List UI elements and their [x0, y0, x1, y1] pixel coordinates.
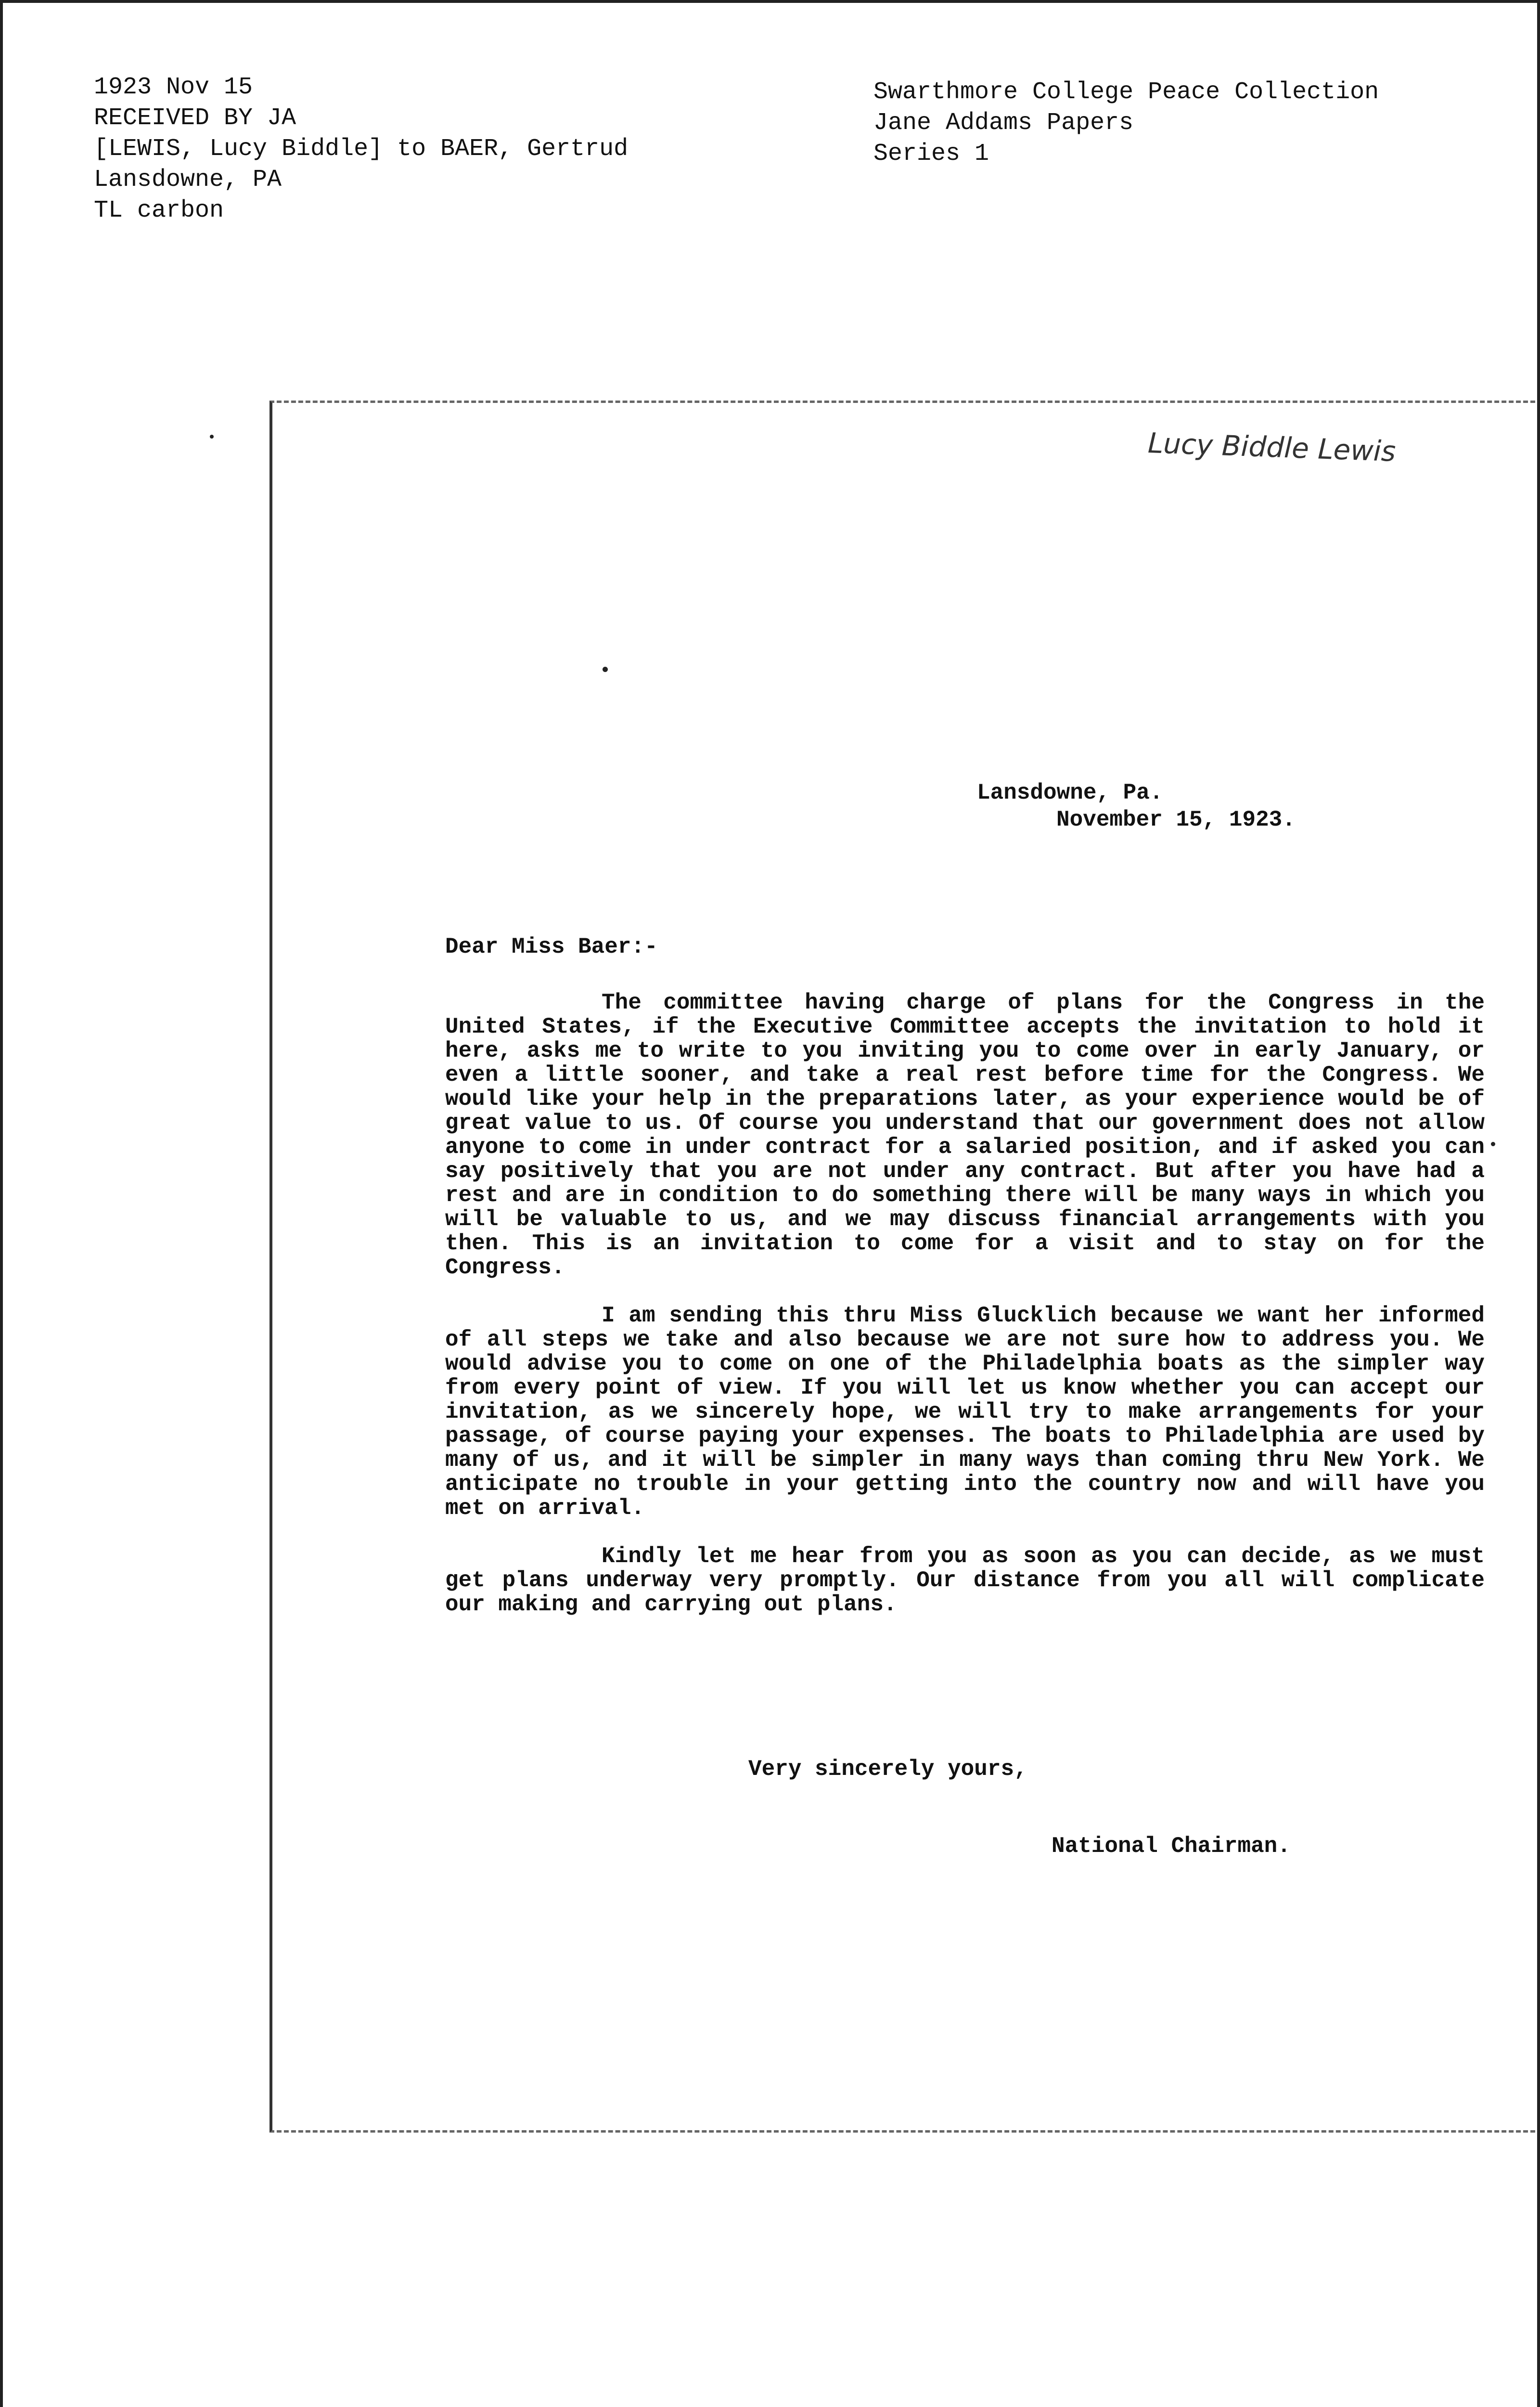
letter-paragraph: The committee having charge of plans for the Congress in the United States, if the Executive Committee accepts the invitation to hold it here, asks me to write to you inviting you to come over in early January, or even a little sooner, and take a real rest before time for the Congress. We would like your help in the preparations later, as your experience would be of great value to us. Of course you understand that our government does not allow anyone to come in under contract for a salaried position, and if asked you can say positively that you are not under any contract. But after you have had a rest and are in condition to do something there will be many ways in which you will be valuable to us, and we may discuss financial arrangements with you then. This is an invitation to come for a visit and to stay on for the Congress.: [445, 990, 1485, 1280]
header-received: RECEIVED BY JA: [94, 104, 296, 132]
header-correspondents: [LEWIS, Lucy Biddle] to BAER, Gertrud: [94, 135, 629, 163]
letter-paragraph: I am sending this thru Miss Glucklich because we want her informed of all steps we take and also because we are not sure how to address you. We would advise you to come on one of the Philadelphia boats as the simpler way from every point of view. If you will let us know whether you can accept our invitation, as we sincerely hope, we will try to make arrangements for your passage, of course paying your expenses. The boats to Philadelphia are used by many of us, and it will be simpler in many ways than coming thru New York. We anticipate no trouble in your getting into the country now and will have you met on arrival.: [445, 1303, 1485, 1521]
header-date: 1923 Nov 15: [94, 74, 253, 101]
letter-paragraph: Kindly let me hear from you as soon as you can decide, as we must get plans underway very promptly. Our distance from you all will complicate our making and carrying out plans.: [445, 1544, 1485, 1617]
letter-date: November 15, 1923.: [1056, 807, 1296, 832]
letter-place: Lansdowne, Pa.: [977, 780, 1163, 805]
scan-speck: [210, 435, 214, 439]
letter-place-date: [977, 781, 1296, 832]
letter-salutation: Dear Miss Baer:-: [445, 934, 658, 959]
letter-closing: Very sincerely yours,: [748, 1757, 1027, 1782]
scan-speck: [1491, 1142, 1495, 1146]
header-papers: Jane Addams Papers: [873, 109, 1134, 137]
header-collection: Swarthmore College Peace Collection: [873, 78, 1379, 106]
header-series: Series 1: [873, 140, 989, 168]
scan-speck: [603, 667, 608, 672]
letter-body: [445, 991, 1485, 1641]
archive-metadata-left: [94, 72, 628, 226]
letter-signature-title: National Chairman.: [1052, 1834, 1291, 1859]
handwritten-name: Lucy Biddle Lewis: [1147, 427, 1397, 468]
archive-metadata-right: [873, 77, 1379, 169]
header-place: Lansdowne, PA: [94, 166, 282, 194]
header-format: TL carbon: [94, 197, 224, 224]
